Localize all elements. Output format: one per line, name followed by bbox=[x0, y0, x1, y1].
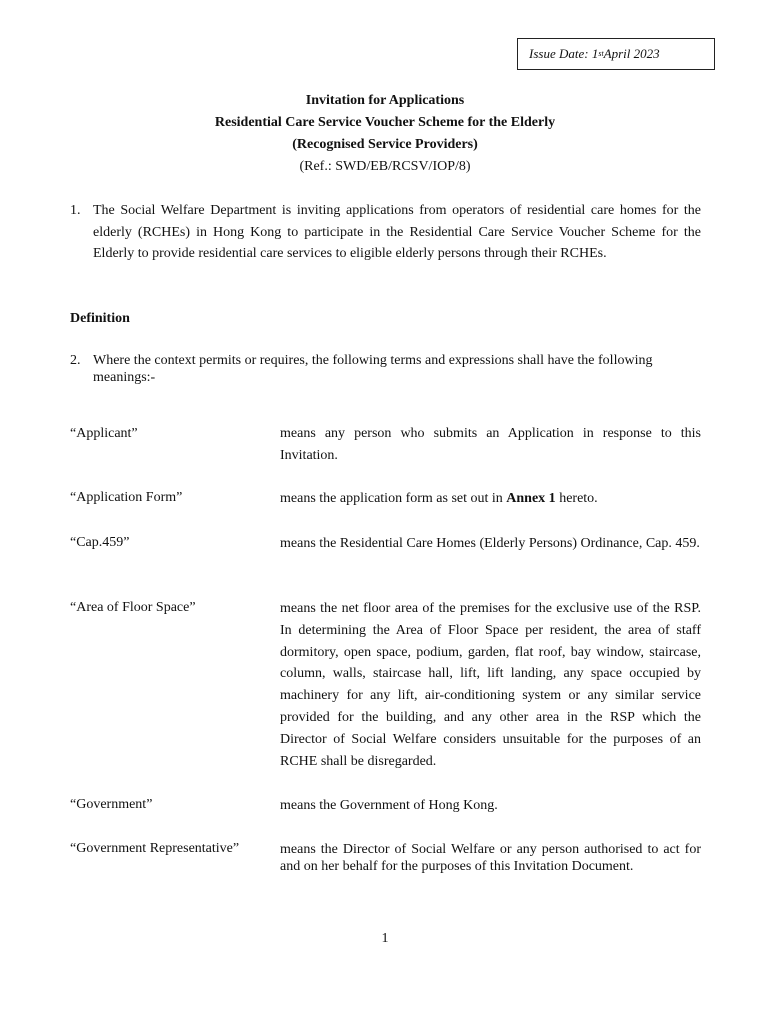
title-line-2: Residential Care Service Voucher Scheme for the Elderly bbox=[214, 115, 556, 130]
meaning-applicant: means any person who submits an Application in response to this Invitation. bbox=[280, 426, 701, 463]
annex-1-reference: Annex 1 bbox=[506, 491, 556, 506]
paragraph-1-text: The Social Welfare Department is inviting applications from operators of residential care homes for the elderly (RCHEs) in Hong Kong to participate in the Residential Care Service Voucher Scheme for the Elderly to provide residential care services to eligible elderly persons through their RCHEs. bbox=[93, 203, 701, 261]
meaning-application-form-pre: means the application form as set out in bbox=[280, 491, 507, 506]
meaning-area-of-floor-space: means the net floor area of the premises for the exclusive use of the RSP. In determining the Area of Floor Space per resident, the area of staff dormitory, open space, podium, garden, flat roof, bay window, staircase, column, walls, staircase hall, lift, lift landing, any space occupied by machinery for any lift, air-conditioning system or any similar service provided for the building, and any other area in the RSP which the Director of Social Welfare considers unsuitable for the purposes of an RCHE shall be disregarded. bbox=[280, 601, 701, 769]
page-number: 1 bbox=[381, 931, 389, 946]
issue-date-box: Issue Date: 1 st April 2023 bbox=[517, 38, 715, 70]
paragraph-2-text: Where the context permits or requires, the following terms and expressions shall have the following meanings:- bbox=[93, 353, 653, 385]
term-applicant: “Applicant” bbox=[70, 426, 138, 441]
meaning-government-representative: means the Director of Social Welfare or any person authorised to act for and on her behalf for the purposes of this Invitation Document. bbox=[280, 842, 701, 874]
title-line-3: (Recognised Service Providers) bbox=[292, 137, 478, 152]
paragraph-2-number: 2. bbox=[70, 353, 81, 368]
term-government-representative: “Government Representative” bbox=[70, 841, 240, 856]
meaning-cap-459: means the Residential Care Homes (Elderly Persons) Ordinance, Cap. 459. bbox=[280, 536, 700, 551]
issue-date-prefix: Issue Date: 1 bbox=[529, 46, 599, 61]
issue-date-suffix: April 2023 bbox=[603, 46, 660, 61]
meaning-government: means the Government of Hong Kong. bbox=[280, 798, 498, 813]
meaning-application-form bbox=[280, 488, 701, 510]
title-reference: (Ref.: SWD/EB/RCSV/IOP/8) bbox=[299, 159, 471, 174]
term-application-form: “Application Form” bbox=[70, 490, 183, 505]
title-line-1: Invitation for Applications bbox=[305, 93, 465, 108]
term-cap-459: “Cap.459” bbox=[70, 535, 130, 550]
definition-heading: Definition bbox=[70, 311, 130, 326]
term-government: “Government” bbox=[70, 797, 153, 812]
term-area-of-floor-space: “Area of Floor Space” bbox=[70, 600, 196, 615]
paragraph-1-number: 1. bbox=[70, 203, 81, 218]
meaning-application-form-post: hereto. bbox=[555, 491, 598, 506]
